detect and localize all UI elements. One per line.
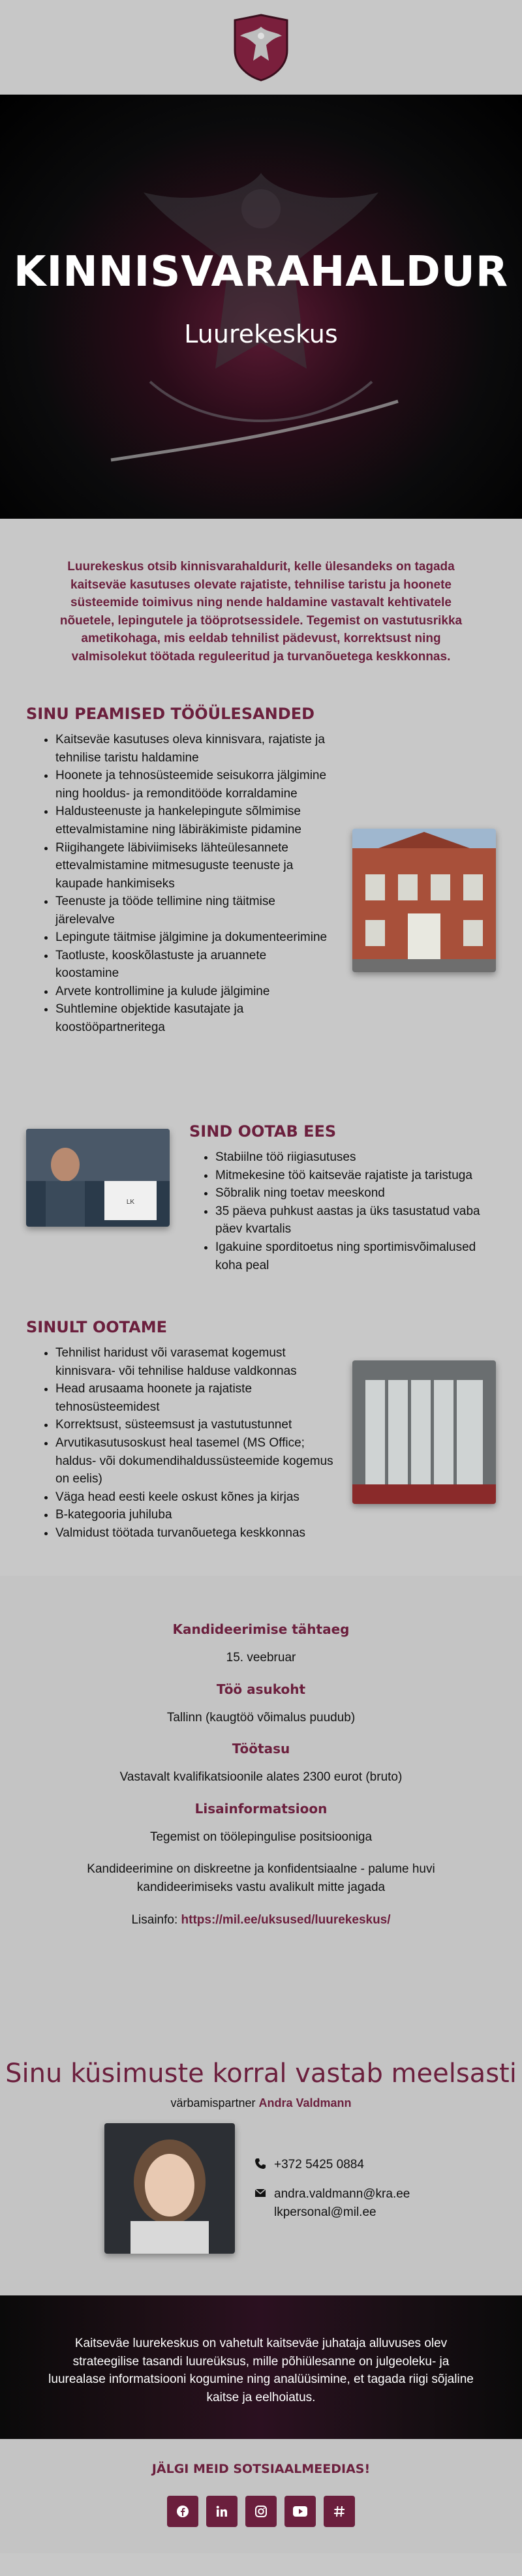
extra-info-text-2: Kandideerimine on diskreetne ja konfidentsiaalne - palume huvi kandideerimiseks vastu avalikult mitte jagada [87,1862,435,1895]
list-item: • Sõbralik ning toetav meeskond [215,1184,502,1203]
hero-banner [0,95,522,519]
contact-phone-row [254,2156,364,2174]
requirements-section [0,1318,522,1576]
list-item: • Igakuine sporditoetus ning sportimisvõimalused koha peal [215,1238,502,1274]
email-icon [254,2187,266,2199]
salary-value: Vastavalt kvalifikatsioonile alates 2300 eurot (bruto) [119,1770,403,1785]
list-item: • Mitmekesine töö kaitseväe rajatiste ja taristuga [215,1167,502,1185]
list-item: • Valmidust töötada turvanõuetega keskkonnas [55,1524,339,1542]
more-info-line [26,1911,496,1929]
contact-name: Andra Valdmann [258,2096,352,2110]
phone-icon [254,2158,266,2170]
contact-role: värbamispartner [170,2096,256,2110]
contact-section [0,1967,522,2295]
offers-section [0,1122,522,1318]
list-item: • Suhtlemine objektide kasutajate ja koostööpartneritega [55,1000,333,1036]
deadline-label: Kandideerimise tähtaeg [172,1621,350,1638]
facebook-icon[interactable] [167,2496,198,2527]
list-item: • Riigihangete läbiviimiseks lähteülesannete ettevalmistamine mitmesuguste teenuste ja kaupade hankimiseks [55,839,333,893]
contact-email-row [254,2185,410,2221]
contact-email-1[interactable]: andra.valdmann@kra.ee [274,2187,410,2201]
svg-text:LK: LK [126,1199,135,1206]
extra-info-label: Lisainformatsioon [194,1800,328,1817]
salary-label: Töötasu [232,1741,290,1757]
page-subtitle: Luurekeskus [184,320,338,348]
contact-title: Sinu küsimuste korral vastab meelsasti [5,2059,517,2089]
intro-text: Luurekeskus otsib kinnisvarahaldurit, kelle ülesandeks on tagada kaitseväe kasutuses olevate rajatiste, tehnilise taristu ja hoonete süsteemide toimivus ning nende haldamine vastavalt kehtivatele nõuetele, lepingutele ja tööprotsessidele. Tegemist on vastutusrikka ametikohaga, mis eeldab tehnilist pädevust, korrektsust ning valmisolekut töötada reguleeritud ja turvanõuetega keskkonnas. [0,519,522,705]
list-item: • Tehnilist haridust või varasemat kogemust kinnisvara- või tehnilise halduse valdkonnas [55,1344,339,1380]
offers-list [189,1148,502,1274]
list-item: • Väga head eesti keele oskust kõnes ja kirjas [55,1488,339,1507]
list-item: • Taotluste, kooskõlastuste ja aruannete koostamine [55,947,333,983]
extra-info-text-1: Tegemist on töölepingulise positsiooniga [149,1830,373,1844]
contact-avatar [104,2123,235,2254]
contact-phone[interactable]: +372 5425 0884 [274,2158,364,2172]
location-value: Tallinn (kaugtöö võimalus puudub) [166,1710,356,1725]
hashtag-icon[interactable] [324,2496,355,2527]
event-photo [26,1129,170,1227]
social-section [0,2439,522,2553]
list-item: • Kaitseväe kasutuses oleva kinnisvara, rajatiste ja tehnilise taristu haldamine [55,731,333,767]
page-title: KINNISVARAHALDUR [13,248,509,296]
deadline-value: 15. veebruar [226,1651,296,1665]
duties-section [0,705,522,1122]
duties-title: SINU PEAMISED TÖÖÜLESANDED [26,705,315,724]
list-item: • 35 päeva puhkust aastas ja üks tasustatud vaba päev kvartalis [215,1203,502,1238]
list-item: • Lepingute täitmise jälgimine ja dokumenteerimine [55,928,333,947]
list-item: • Haldusteenuste ja hankelepingute sõlmimise ettevalmistamine ning läbiräkimiste pidamine [55,803,333,838]
more-info-link[interactable]: https://mil.ee/uksused/luurekeskus/ [181,1912,391,1927]
instagram-icon[interactable] [245,2496,277,2527]
location-label: Töö asukoht [216,1681,306,1697]
duties-list [26,731,333,1036]
job-info-section [0,1576,522,1967]
more-info-prefix: Lisainfo: [131,1912,178,1927]
eagle-emblem-graphic [0,95,522,519]
linkedin-icon[interactable] [206,2496,238,2527]
list-item: • Arvutikasutusoskust heal tasemel (MS Office; haldus- või dokumendihaldussüsteemide kogemus on eelis) [55,1434,339,1488]
requirements-title: SINULT OOTAME [26,1318,167,1337]
luurekeskus-logo[interactable] [230,12,292,83]
social-title: JÄLGI MEID SOTSIAALMEEDIAS! [151,2462,371,2477]
list-item: • Head arusaama hoonete ja rajatiste tehnosüsteemidest [55,1380,339,1416]
list-item: • Hoonete ja tehnosüsteemide seisukorra jälgimine ning hooldus- ja remonditööde korraldamine [55,767,333,803]
youtube-icon[interactable] [284,2496,316,2527]
list-item: • Teenuste ja tööde tellimine ning täitmise järelevalve [55,893,333,928]
header-bar [0,0,522,95]
list-item: • B-kategooria juhiluba [55,1506,339,1524]
electrical-room-photo [352,1360,496,1504]
list-item: • Korrektsust, süsteemsust ja vastutustunnet [55,1416,339,1434]
contact-subtitle [0,2096,522,2110]
offers-title: SIND OOTAB EES [189,1122,337,1141]
list-item: • Arvete kontrollimine ja kulude jälgimine [55,983,333,1001]
building-photo [352,829,496,972]
footer-about: Kaitseväe luurekeskus on vahetult kaitseväe juhataja alluvuses olev strateegilise tasandi luureüksus, mille põhiülesanne on julgeoleku- ja luurealase informatsiooni kogumine ning analüüsimine, et tagada riigi sõjaline kaitse ja eelhoiatus. [0,2295,522,2439]
contact-email-2[interactable]: lkpersonal@mil.ee [274,2205,376,2219]
list-item: • Stabiilne töö riigiasutuses [215,1148,502,1167]
requirements-list [26,1344,339,1542]
